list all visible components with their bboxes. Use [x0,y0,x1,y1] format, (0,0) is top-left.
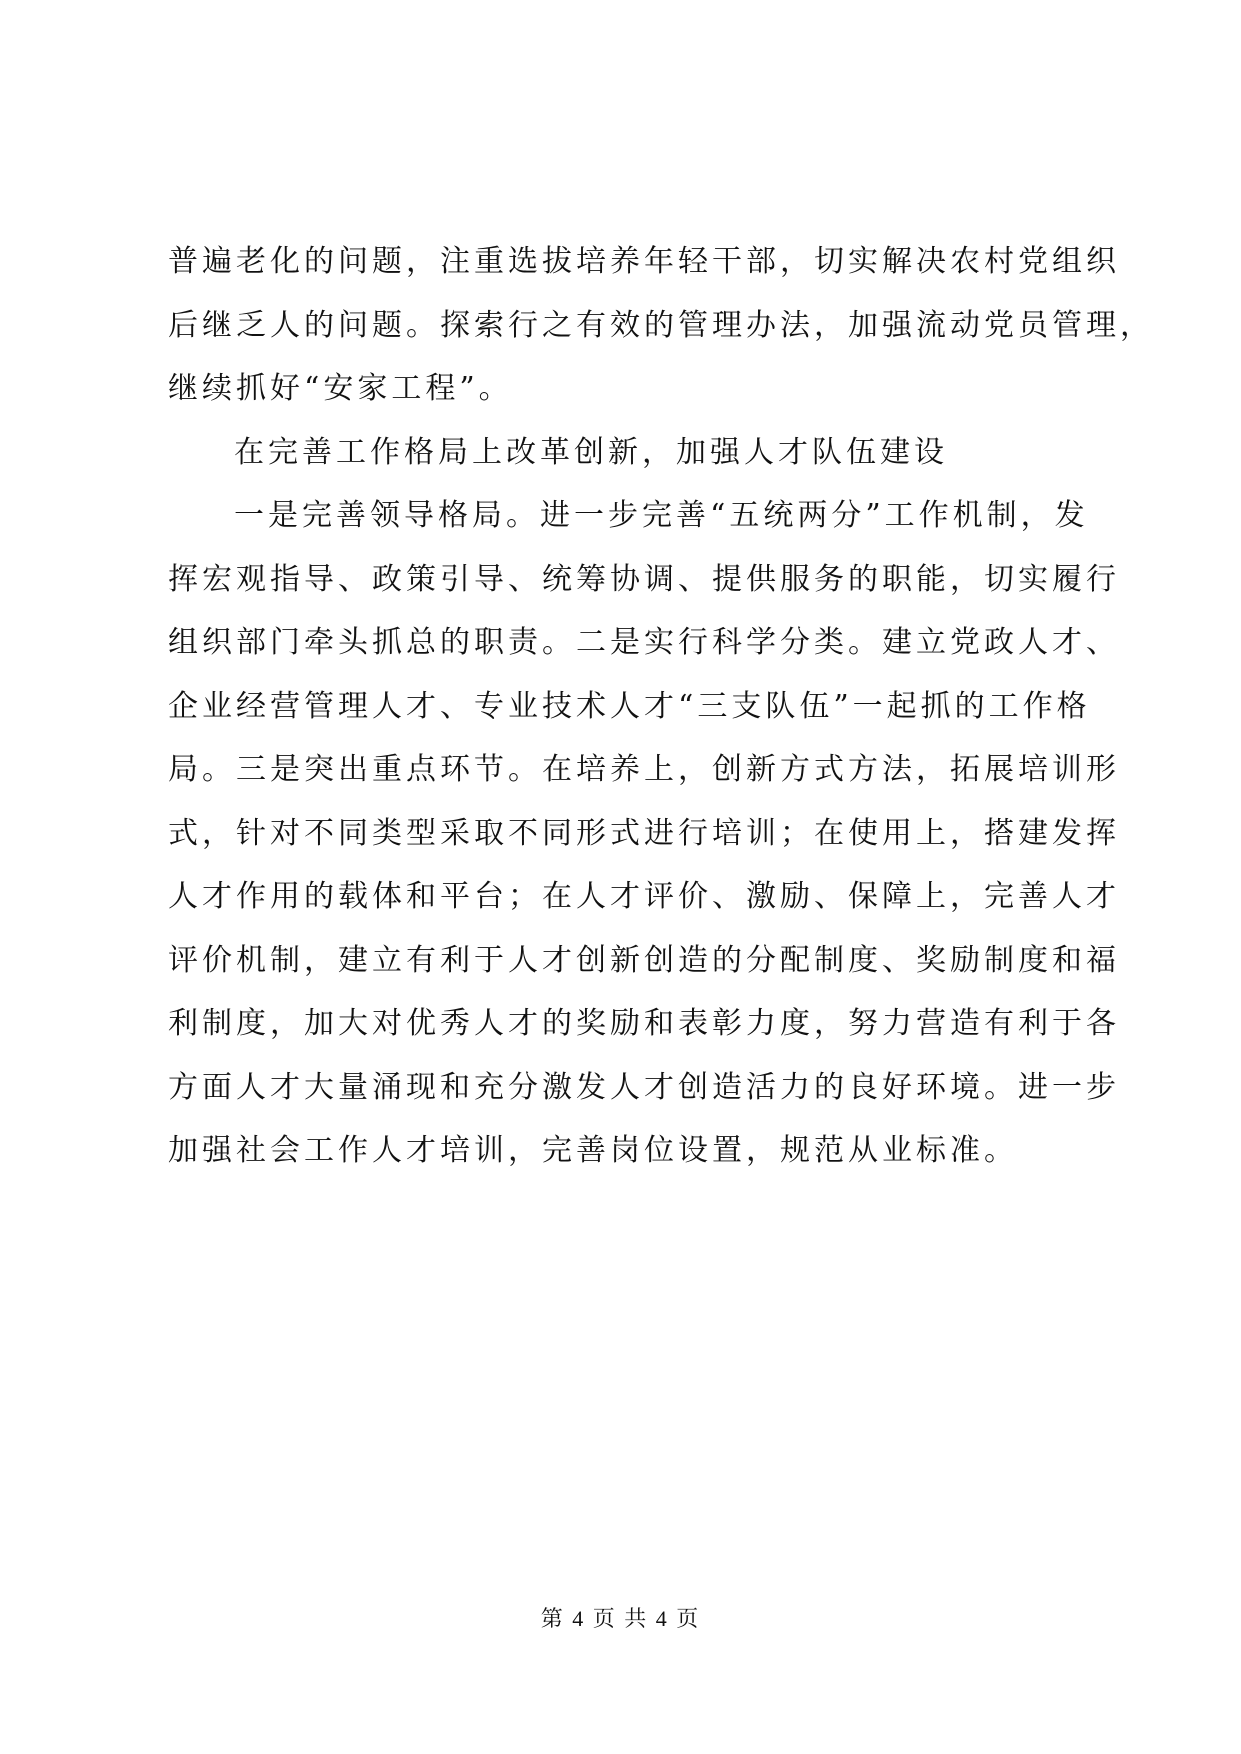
text-line: 企业经营管理人才、专业技术人才“三支队伍”一起抓的工作格 [168,688,1091,724]
page-number-footer: 第 4 页 共 4 页 [540,1606,701,1631]
text-line: 继续抓好“安家工程”。 [168,371,513,406]
document-body [168,230,1154,1183]
text-line: 利制度，加大对优秀人才的奖励和表彰力度，努力营造有利于各 [168,1006,1120,1041]
text-line: 评价机制，建立有利于人才创新创造的分配制度、奖励制度和福 [168,942,1120,978]
text-line: 普遍老化的问题，注重选拔培养年轻干部，切实解决农村党组织 [168,244,1120,279]
text-line: 一是完善领导格局。进一步完善“五统两分”工作机制，发 [234,498,1089,533]
text-line: 后继乏人的问题。探索行之有效的管理办法，加强流动党员管理， [168,307,1154,343]
text-line: 式，针对不同类型采取不同形式进行培训；在使用上，搭建发挥 [168,815,1120,851]
text-line: 方面人才大量涌现和充分激发人才创造活力的良好环境。进一步 [168,1069,1120,1105]
text-line: 人才作用的载体和平台；在人才评价、激励、保障上，完善人才 [168,879,1120,914]
text-line: 组织部门牵头抓总的职责。二是实行科学分类。建立党政人才、 [168,625,1120,660]
text-line: 加强社会工作人才培训，完善岗位设置，规范从业标准。 [168,1133,1018,1168]
text-line: 局。三是突出重点环节。在培养上，创新方式方法，拓展培训形 [168,752,1120,787]
text-line: 挥宏观指导、政策引导、统筹协调、提供服务的职能，切实履行 [168,561,1120,597]
section-heading: 在完善工作格局上改革创新，加强人才队伍建设 [234,434,948,470]
